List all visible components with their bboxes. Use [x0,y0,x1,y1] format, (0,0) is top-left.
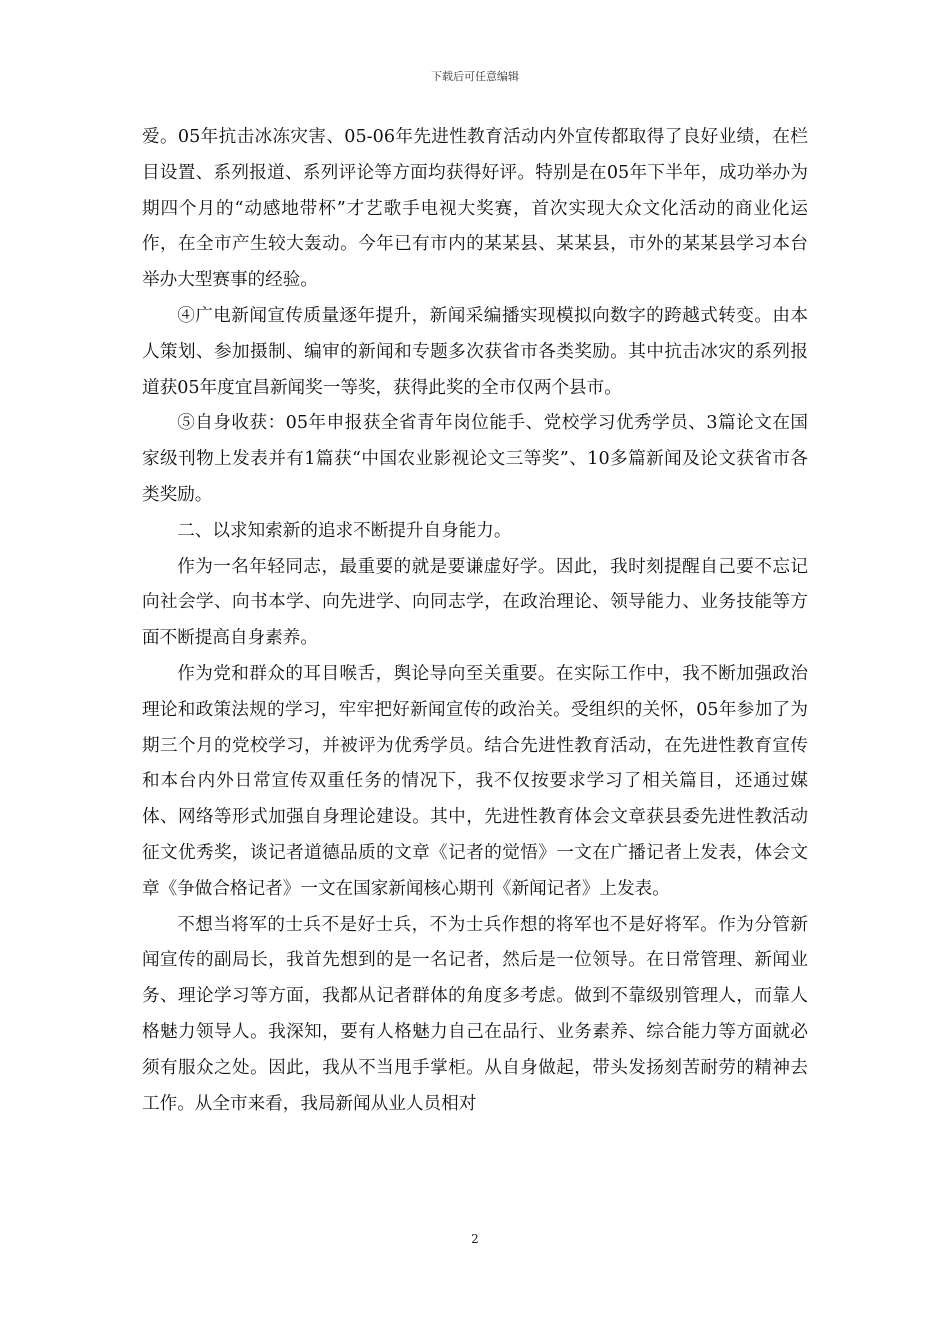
document-body [142,120,808,1122]
paragraph-4: 作为一名年轻同志，最重要的就是要谦虚好学。因此，我时刻提醒自己要不忘记向社会学、向书本学、向先进学、向同志学，在政治理论、领导能力、业务技能等方面不断提高自身素养。 [142,556,808,649]
section-heading: 二、以求知索新的追求不断提升自身能力。 [177,520,512,541]
paragraph-3: ⑤自身收获：05年申报获全省青年岗位能手、党校学习优秀学员、3篇论文在国家级刊物上发表并有1篇获“中国农业影视论文三等奖”、10多篇新闻及论文获省市各类奖励。 [142,413,808,505]
paragraph-1: 爱。05年抗击冰冻灾害、05-06年先进性教育活动内外宣传都取得了良好业绩，在栏目设置、系列报道、系列评论等方面均获得好评。特别是在05年下半年，成功举办为期四个月的“动感地带杯”才艺歌手电视大奖赛，首次实现大众文化活动的商业化运作，在全市产生较大轰动。今年已有市内的某某县、某某县，市外的某某县学习本台举办大型赛事的经验。 [142,127,808,291]
paragraph-2: ④广电新闻宣传质量逐年提升，新闻采编播实现模拟向数字的跨越式转变。由本人策划、参加摄制、编审的新闻和专题多次获省市各类奖励。其中抗击冰灾的系列报道获05年度宜昌新闻奖一等奖，获得此奖的全市仅两个县市。 [142,305,808,398]
page-number: 2 [471,1232,479,1246]
paragraph-5: 作为党和群众的耳目喉舌，舆论导向至关重要。在实际工作中，我不断加强政治理论和政策法规的学习，牢牢把好新闻宣传的政治关。受组织的关怀，05年参加了为期三个月的党校学习，并被评为优秀学员。结合先进性教育活动，在先进性教育宣传和本台内外日常宣传双重任务的情况下，我不仅按要求学习了相关篇目，还通过媒体、网络等形式加强自身理论建设。其中，先进性教育体会文章获县委先进性教活动征文优秀奖，谈记者道德品质的文章《记者的觉悟》一文在广播记者上发表，体会文章《争做合格记者》一文在国家新闻核心期刊《新闻记者》上发表。 [142,663,808,899]
page-header: 下载后可任意编辑 [431,70,519,83]
paragraph-6: 不想当将军的士兵不是好士兵，不为士兵作想的将军也不是好将军。作为分管新闻宣传的副局长，我首先想到的是一名记者，然后是一位领导。在日常管理、新闻业务、理论学习等方面，我都从记者群体的角度多考虑。做到不靠级别管理人，而靠人格魅力领导人。我深知，要有人格魅力自己在品行、业务素养、综合能力等方面就必须有服众之处。因此，我从不当甩手掌柜。从自身做起，带头发扬刻苦耐劳的精神去工作。从全市来看，我局新闻从业人员相对 [142,914,808,1114]
